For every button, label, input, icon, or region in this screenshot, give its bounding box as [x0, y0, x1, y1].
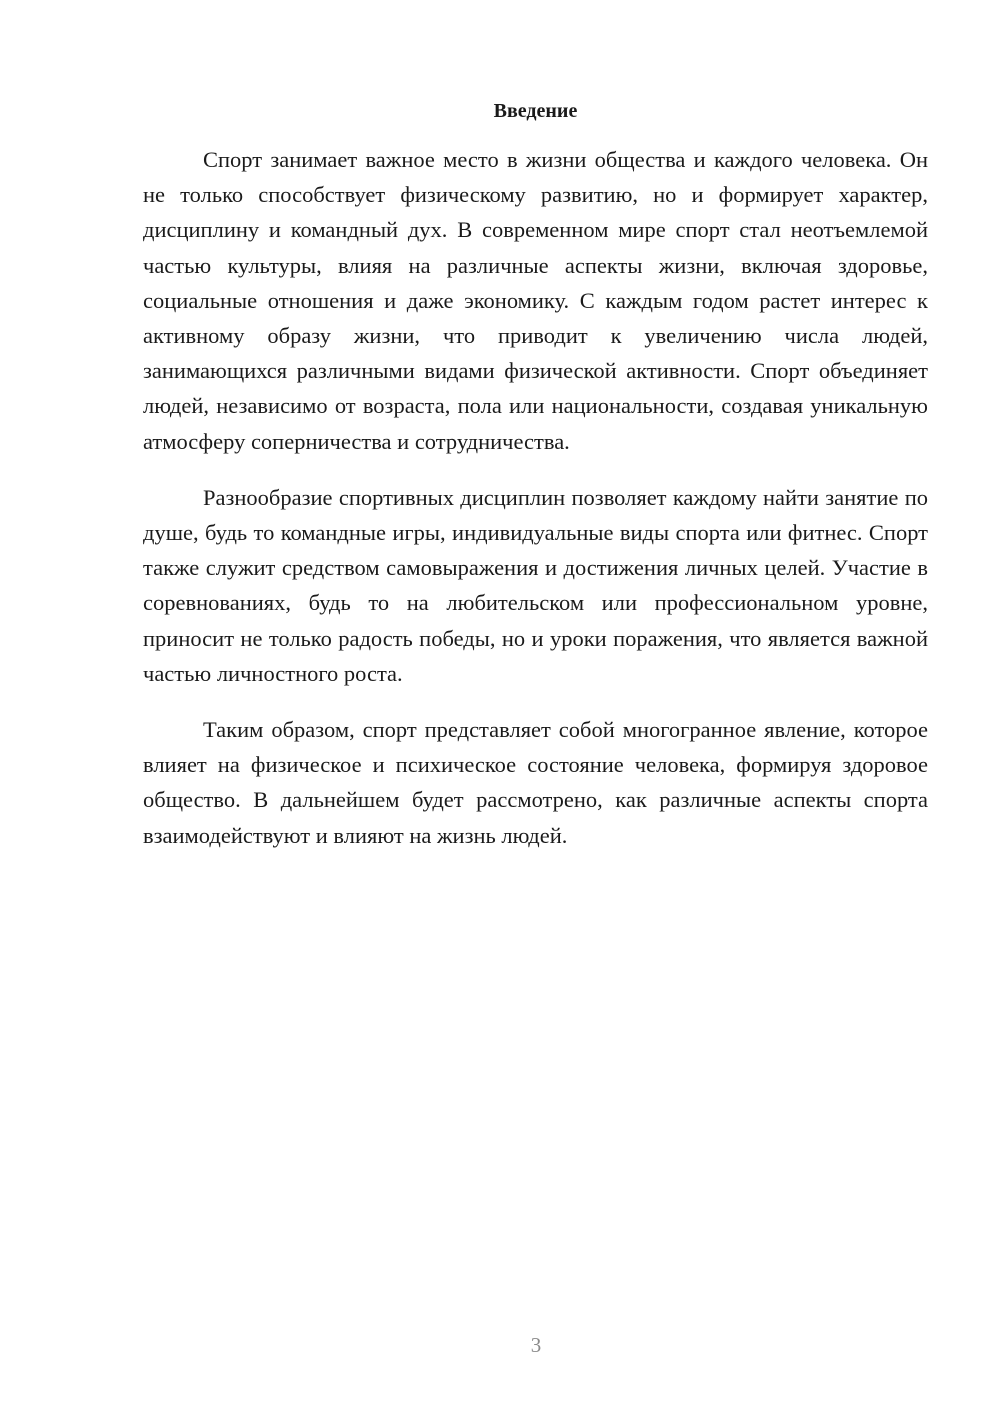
page-content	[143, 96, 928, 874]
paragraph-1: Спорт занимает важное место в жизни общества и каждого человека. Он не только способствует физическому развитию, но и формирует характер, дисциплину и командный дух. В современном мире спорт стал неотъемлемой частью культуры, влияя на различные аспекты жизни, включая здоровье, социальные отношения и даже экономику. С каждым годом растет интерес к активному образу жизни, что приводит к увеличению числа людей, занимающихся различными видами физической активности. Спорт объединяет людей, независимо от возраста, пола или национальности, создавая уникальную атмосферу соперничества и сотрудничества.	[143, 147, 928, 454]
paragraph-2: Разнообразие спортивных дисциплин позволяет каждому найти занятие по душе, будь то командные игры, индивидуальные виды спорта или фитнес. Спорт также служит средством самовыражения и достижения личных целей. Участие в соревнованиях, будь то на любительском или профессиональном уровне, приносит не только радость победы, но и уроки поражения, что является важной частью личностного роста.	[143, 484, 928, 686]
page-number: 3	[530, 1333, 542, 1357]
paragraph-3: Таким образом, спорт представляет собой многогранное явление, которое влияет на физическое и психическое состояние человека, формируя здоровое общество. В дальнейшем будет рассмотрено, как различные аспекты спорта взаимодействуют и влияют на жизнь людей.	[143, 717, 928, 848]
section-title: Введение	[493, 100, 578, 122]
